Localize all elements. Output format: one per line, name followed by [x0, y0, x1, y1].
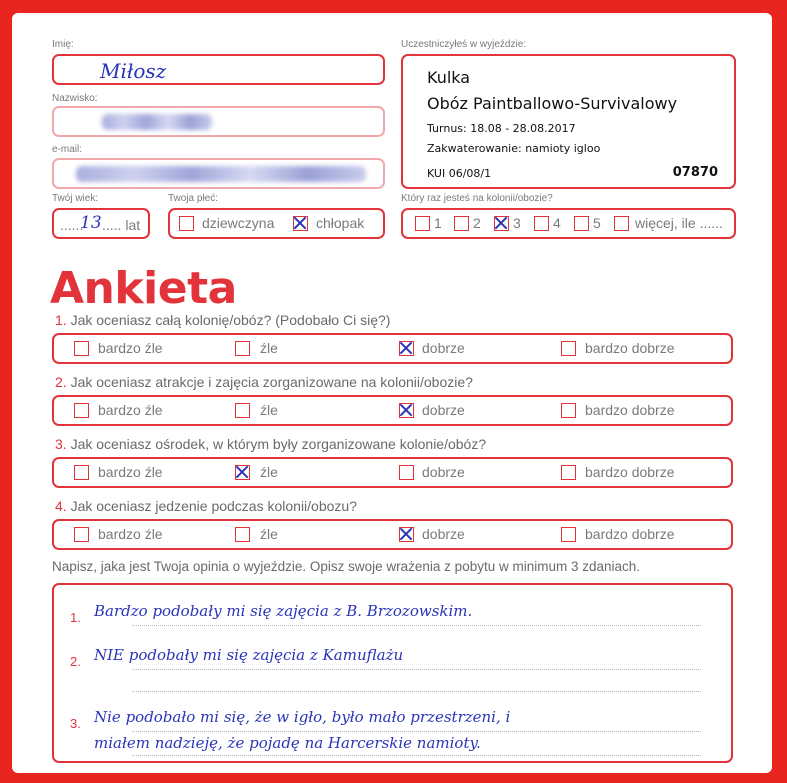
q3-option-very-bad-checkbox[interactable] — [74, 465, 89, 480]
q4-option-very-bad-label: bardzo źle — [98, 526, 163, 542]
trip-turnus: Turnus: 18.08 - 28.08.2017 — [427, 122, 576, 135]
q3-option-good-label: dobrze — [422, 464, 465, 480]
q1-option-bad-label: źle — [260, 340, 278, 356]
times-5-checkbox[interactable] — [574, 216, 589, 231]
opinion-3-number: 3. — [70, 716, 81, 731]
age-suffix: ..... lat — [102, 217, 141, 233]
question-2-answers — [52, 395, 733, 426]
q3-option-very-bad-label: bardzo źle — [98, 464, 163, 480]
times-more-label: więcej, ile ...... — [635, 215, 723, 231]
question-4 — [55, 498, 357, 514]
opinion-box[interactable] — [52, 583, 733, 763]
gender-boy-checkbox[interactable] — [293, 216, 308, 231]
times-2-checkbox[interactable] — [454, 216, 469, 231]
age-prefix: ...... — [60, 217, 84, 233]
opinion-1-number: 1. — [70, 610, 81, 625]
q2-option-very-good-checkbox[interactable] — [561, 403, 576, 418]
q1-option-very-bad-label: bardzo źle — [98, 340, 163, 356]
opinion-line-5 — [132, 755, 701, 756]
times-3-label: 3 — [513, 215, 521, 231]
times-5-label: 5 — [593, 215, 601, 231]
q2-option-very-bad-label: bardzo źle — [98, 402, 163, 418]
question-3-answers — [52, 457, 733, 488]
q4-option-good-checkbox[interactable] — [399, 527, 414, 542]
times-1-label: 1 — [434, 215, 442, 231]
q3-option-bad-checkbox[interactable] — [235, 465, 250, 480]
q1-option-good-checkbox[interactable] — [399, 341, 414, 356]
survey-title: Ankieta — [50, 263, 237, 314]
age-field[interactable] — [52, 208, 150, 239]
q2-option-very-good-label: bardzo dobrze — [585, 402, 675, 418]
first-name-field[interactable] — [52, 54, 385, 85]
q3-option-bad-label: źle — [260, 464, 278, 480]
opinion-line-1 — [132, 625, 701, 626]
last-name-label: Nazwisko: — [52, 93, 98, 104]
question-2-number: 2. — [55, 374, 67, 390]
question-4-number: 4. — [55, 498, 67, 514]
opinion-line-2 — [132, 669, 701, 670]
gender-field — [168, 208, 385, 239]
gender-girl-checkbox[interactable] — [179, 216, 194, 231]
trip-number: 07870 — [672, 165, 718, 180]
opinion-line-3 — [132, 691, 701, 692]
gender-girl-label: dziewczyna — [202, 215, 275, 231]
q2-option-good-label: dobrze — [422, 402, 465, 418]
question-4-answers — [52, 519, 733, 550]
question-3 — [55, 436, 486, 452]
age-label: Twój wiek: — [52, 193, 99, 204]
q4-option-very-bad-checkbox[interactable] — [74, 527, 89, 542]
question-1-number: 1. — [55, 312, 67, 328]
times-4-label: 4 — [553, 215, 561, 231]
question-1-text: Jak oceniasz całą kolonię/obóz? (Podobało Ci się?) — [70, 312, 391, 328]
q1-option-very-good-checkbox[interactable] — [561, 341, 576, 356]
trip-box — [401, 54, 736, 189]
question-1-answers — [52, 333, 733, 364]
redacted-last-name — [102, 114, 212, 130]
question-1 — [55, 312, 390, 328]
question-2 — [55, 374, 473, 390]
q4-option-very-good-label: bardzo dobrze — [585, 526, 675, 542]
q2-option-very-bad-checkbox[interactable] — [74, 403, 89, 418]
q2-option-bad-label: źle — [260, 402, 278, 418]
opinion-3-text-line-2: miałem nadzieję, że pojadę na Harcerskie namioty. — [94, 734, 481, 752]
times-1-checkbox[interactable] — [415, 216, 430, 231]
opinion-line-4 — [132, 731, 701, 732]
q3-option-very-good-checkbox[interactable] — [561, 465, 576, 480]
first-name-value: Miłosz — [100, 59, 167, 83]
trip-name: Kulka — [427, 68, 471, 87]
times-more-checkbox[interactable] — [614, 216, 629, 231]
q1-option-very-bad-checkbox[interactable] — [74, 341, 89, 356]
trip-label: Uczestniczyłeś w wyjeździe: — [401, 39, 527, 50]
email-label: e-mail: — [52, 144, 83, 155]
opinion-2-number: 2. — [70, 654, 81, 669]
q1-option-bad-checkbox[interactable] — [235, 341, 250, 356]
trip-camp: Obóz Paintballowo-Survivalowy — [427, 94, 678, 113]
opinion-2-text: NIE podobały mi się zajęcia z Kamuflażu — [94, 646, 404, 664]
opinion-prompt: Napisz, jaka jest Twoja opinia o wyjeździe. Opisz swoje wrażenia z pobytu w minimum 3 zdaniach. — [52, 559, 641, 574]
first-name-label: Imię: — [52, 39, 74, 50]
times-4-checkbox[interactable] — [534, 216, 549, 231]
age-value: 13 — [80, 213, 102, 233]
q4-option-bad-label: źle — [260, 526, 278, 542]
question-4-text: Jak oceniasz jedzenie podczas kolonii/obozu? — [70, 498, 357, 514]
times-field — [401, 208, 736, 239]
trip-accommodation: Zakwaterowanie: namioty igloo — [427, 142, 601, 155]
last-name-field[interactable] — [52, 106, 385, 137]
question-3-number: 3. — [55, 436, 67, 452]
q1-option-very-good-label: bardzo dobrze — [585, 340, 675, 356]
question-3-text: Jak oceniasz ośrodek, w którym były zorganizowane kolonie/obóz? — [70, 436, 487, 452]
q2-option-bad-checkbox[interactable] — [235, 403, 250, 418]
q3-option-good-checkbox[interactable] — [399, 465, 414, 480]
redacted-email — [76, 166, 366, 182]
q2-option-good-checkbox[interactable] — [399, 403, 414, 418]
q1-option-good-label: dobrze — [422, 340, 465, 356]
gender-label: Twoja płeć: — [168, 193, 219, 204]
email-field[interactable] — [52, 158, 385, 189]
trip-code: KUI 06/08/1 — [427, 167, 492, 180]
gender-boy-label: chłopak — [316, 215, 365, 231]
question-2-text: Jak oceniasz atrakcje i zajęcia zorganizowane na kolonii/obozie? — [70, 374, 473, 390]
opinion-1-text: Bardzo podobały mi się zajęcia z B. Brzozowskim. — [94, 602, 473, 620]
q4-option-bad-checkbox[interactable] — [235, 527, 250, 542]
survey-sheet — [12, 13, 772, 773]
q4-option-very-good-checkbox[interactable] — [561, 527, 576, 542]
q4-option-good-label: dobrze — [422, 526, 465, 542]
times-label: Który raz jesteś na kolonii/obozie? — [401, 193, 553, 204]
times-2-label: 2 — [473, 215, 481, 231]
opinion-3-text-line-1: Nie podobało mi się, że w igło, było mało przestrzeni, i — [94, 708, 511, 726]
q3-option-very-good-label: bardzo dobrze — [585, 464, 675, 480]
times-3-checkbox[interactable] — [494, 216, 509, 231]
